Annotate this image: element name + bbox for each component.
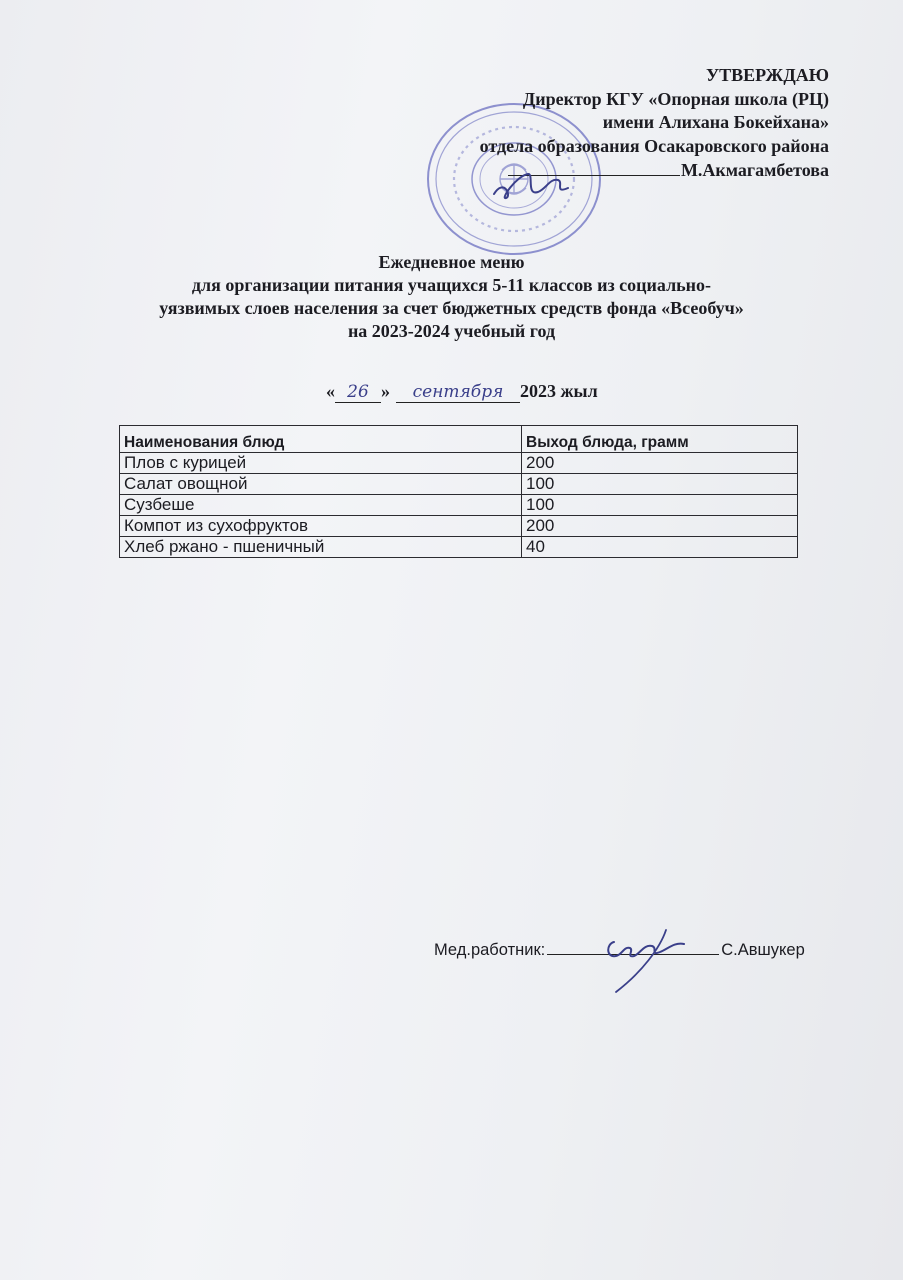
date-day-handwritten: 26 bbox=[335, 382, 381, 403]
date-close-quote: » bbox=[381, 381, 390, 401]
table-row bbox=[120, 537, 798, 558]
document-title bbox=[0, 251, 903, 343]
medic-label: Мед.работник: bbox=[434, 941, 546, 959]
dish-weight-cell: 200 bbox=[522, 453, 798, 474]
table-row bbox=[120, 516, 798, 537]
title-line3: уязвимых слоев населения за счет бюджетных средств фонда «Всеобуч» bbox=[159, 298, 744, 318]
dish-name-cell: Компот из сухофруктов bbox=[120, 516, 522, 537]
dish-name-cell: Салат овощной bbox=[120, 474, 522, 495]
date-open-quote: « bbox=[326, 381, 335, 401]
dish-name-cell: Плов с курицей bbox=[120, 453, 522, 474]
date-line bbox=[326, 381, 598, 403]
dish-weight-cell: 100 bbox=[522, 495, 798, 516]
date-month-handwritten: сентября bbox=[396, 382, 520, 403]
dish-weight-cell: 40 bbox=[522, 537, 798, 558]
date-year: 2023 жыл bbox=[520, 381, 598, 401]
approval-heading: УТВЕРЖДАЮ bbox=[705, 65, 829, 85]
director-signature bbox=[488, 166, 574, 204]
medic-name: С.Авшукер bbox=[721, 941, 805, 959]
approval-position-line2: имени Алихана Бокейхана» bbox=[602, 112, 829, 132]
title-line1: Ежедневное меню bbox=[378, 252, 525, 272]
dish-weight-cell: 100 bbox=[522, 474, 798, 495]
approval-position-line1: Директор КГУ «Опорная школа (РЦ) bbox=[522, 88, 829, 109]
table-header-row bbox=[120, 426, 798, 453]
menu-table bbox=[119, 425, 798, 558]
column-header-dish: Наименования блюд bbox=[120, 426, 522, 453]
title-line4: на 2023-2024 учебный год bbox=[347, 321, 556, 341]
approval-signer-name: М.Акмагамбетова bbox=[680, 160, 829, 180]
table-row bbox=[120, 474, 798, 495]
dish-name-cell: Сузбеше bbox=[120, 495, 522, 516]
approval-position-line3: отдела образования Осакаровского района bbox=[479, 135, 829, 156]
title-line2: для организации питания учащихся 5-11 классов из социально- bbox=[191, 275, 712, 295]
medic-signature bbox=[600, 922, 690, 996]
approval-block bbox=[480, 64, 829, 183]
table-row bbox=[120, 495, 798, 516]
column-header-weight: Выход блюда, грамм bbox=[522, 426, 798, 453]
table-row bbox=[120, 453, 798, 474]
dish-name-cell: Хлеб ржано - пшеничный bbox=[120, 537, 522, 558]
dish-weight-cell: 200 bbox=[522, 516, 798, 537]
